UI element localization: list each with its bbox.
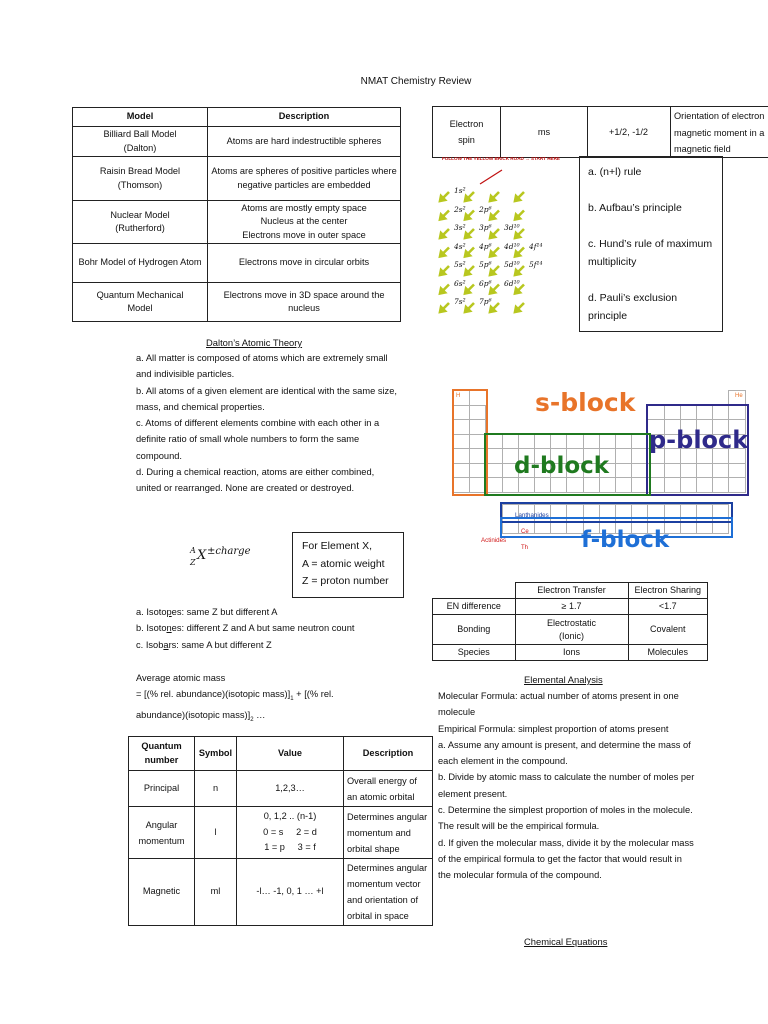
actinides-label: Actinides <box>481 537 507 544</box>
spin-table <box>432 106 768 158</box>
element-box-title: For Element X, <box>302 540 373 552</box>
start-arrow <box>480 170 502 184</box>
table-header: Description <box>344 737 433 771</box>
dalton-point: a. All matter is composed of atoms which are extremely small and indivisible particles. <box>136 353 388 380</box>
formula-sub: 2 <box>250 717 254 724</box>
models-header-model: Model <box>73 108 208 127</box>
dalton-point: b. All atoms of a given element are identical with the same size, mass, and chemical properties. <box>136 385 397 412</box>
orbital-label: 2s² <box>454 204 466 214</box>
average-mass-title: Average atomic mass <box>136 673 226 683</box>
elemental-line: Empirical Formula: simplest proportion of atoms present <box>438 723 669 734</box>
rule-item: c. Hund’s rule of maximum multiplicity <box>588 238 713 268</box>
isotope-pre: a. Isoto <box>136 607 167 617</box>
he-label: He <box>735 393 743 399</box>
aufbau-diagram <box>432 156 578 342</box>
table-cell: Electron Sharing <box>628 583 708 599</box>
notation-Z: Z <box>190 558 196 567</box>
formula-part: abundance)(isotopic mass)] <box>136 710 251 721</box>
chemical-equations-title: Chemical Equations <box>524 936 608 947</box>
average-mass-formula <box>136 686 426 707</box>
elemental-body <box>438 688 696 884</box>
spin-value: +1/2, -1/2 <box>587 107 671 157</box>
table-cell: Covalent <box>628 615 708 645</box>
elemental-line: d. If given the molecular mass, divide it by the molecular mass of the empirical formula to get the factor that would result in the molecular formula of the compound. <box>438 837 694 881</box>
elemental-title: Elemental Analysis <box>524 674 603 685</box>
rule-item: b. Aufbau’s principle <box>588 202 682 214</box>
list-item <box>136 637 426 653</box>
dalton-point: c. Atoms of different elements combine with each other in a definite ratio of small whole numbers to form the same compound. <box>136 418 380 461</box>
h-label: H <box>456 393 461 399</box>
table-cell: Nuclear Model (Rutherford) <box>73 201 208 244</box>
aufbau-road-label: FOLLOW THE YELLOW BRICK ROAD → START HERE <box>442 156 560 161</box>
average-mass-formula-cont <box>136 707 426 728</box>
notation-A: A <box>190 546 196 555</box>
table-cell: EN difference <box>433 599 516 615</box>
table-cell: Atoms are mostly empty space Nucleus at the center Electrons move in outer space <box>208 201 401 244</box>
table-cell: Determines angular momentum and orbital shape <box>344 807 433 859</box>
isotope-u: p <box>166 607 172 617</box>
table-cell: n <box>195 771 237 807</box>
table-header: Symbol <box>195 737 237 771</box>
isotope-notation <box>190 546 270 574</box>
table-cell: ≥ 1.7 <box>515 599 628 615</box>
rule-item: d. Pauli’s exclusion principle <box>588 292 678 322</box>
orbital-label: 5p⁶ <box>479 260 492 269</box>
table-cell: Quantum Mechanical Model <box>73 283 208 322</box>
orbital-label: 3s² <box>454 223 466 232</box>
average-mass <box>136 670 426 729</box>
orbital-label: 4s² <box>454 241 466 251</box>
table-cell: Billiard Ball Model (Dalton) <box>73 127 208 157</box>
table-cell: Atoms are spheres of positive particles where negative particles are embedded <box>208 157 401 201</box>
element-box <box>292 532 404 598</box>
table-header: Quantum number <box>129 737 195 771</box>
formula-sub: 1 <box>290 696 294 703</box>
dalton-title: Dalton’s Atomic Theory <box>206 337 303 348</box>
table-cell: Atoms are hard indestructible spheres <box>208 127 401 157</box>
isotope-post: es: same Z but different A <box>171 607 278 617</box>
block-outline <box>452 389 488 496</box>
table-cell: Electrons move in circular orbits <box>208 244 401 283</box>
formula-part: = [(% rel. abundance)(isotopic mass)] <box>136 689 291 700</box>
orbital-label: 3p⁶ <box>479 223 492 232</box>
table-cell: Electrostatic (Ionic) <box>515 615 628 645</box>
orbital-label: 3d¹⁰ <box>504 223 520 232</box>
table-cell: Bohr Model of Hydrogen Atom <box>73 244 208 283</box>
table-header: Value <box>237 737 344 771</box>
table-cell: Principal <box>129 771 195 807</box>
table-cell <box>433 583 516 599</box>
periodic-table-blocks <box>451 388 749 568</box>
lanthanides-label: Lanthanides <box>515 512 549 519</box>
orbital-label: 4f¹⁴ <box>529 241 543 251</box>
elemental-line: b. Divide by atomic mass to calculate the number of moles per element present. <box>438 772 695 799</box>
table-cell: l <box>195 807 237 859</box>
notation-X: X <box>197 548 207 563</box>
table-cell: Raisin Bread Model (Thomson) <box>73 157 208 201</box>
element-box-z: Z = proton number <box>302 575 389 587</box>
table-cell: Magnetic <box>129 859 195 926</box>
orbital-label: 4d¹⁰ <box>504 241 520 251</box>
table-cell: -l… -1, 0, 1 … +l <box>237 859 344 926</box>
elemental-line: Molecular Formula: actual number of atoms present in one molecule <box>438 691 679 718</box>
table-cell: Bonding <box>433 615 516 645</box>
orbital-label: 7s² <box>454 297 466 306</box>
table-cell: Molecules <box>628 645 708 661</box>
table-cell: Overall energy of an atomic orbital <box>344 771 433 807</box>
d-block-label: d-block <box>514 453 610 479</box>
models-header-description: Description <box>208 108 401 127</box>
isotope-post: es: different Z and A but same neutron count <box>171 623 355 634</box>
spin-symbol <box>501 107 588 157</box>
table-cell: Species <box>433 645 516 661</box>
rules-box <box>579 156 723 332</box>
page-title: NMAT Chemistry Review <box>360 76 472 87</box>
notation-charge: ±charge <box>207 546 251 557</box>
dalton-point: d. During a chemical reaction, atoms are either combined, united or rearranged. None are created or destroyed. <box>136 467 375 494</box>
formula-part: … <box>253 710 266 721</box>
rule-item: a. (n+l) rule <box>588 166 642 178</box>
orbital-label: 6s² <box>454 278 466 288</box>
formula-part: + [(% rel. <box>293 689 334 700</box>
isotope-post: rs: same A but different Z <box>168 639 272 650</box>
th-label: Th <box>521 545 529 551</box>
elemental-line: c. Determine the simplest proportion of moles in the molecule. The result will be the empirical formula. <box>438 805 693 832</box>
orbital-label: 6p⁶ <box>479 278 492 288</box>
orbital-label: 2p⁶ <box>479 204 492 214</box>
quantum-numbers-table <box>128 736 433 926</box>
table-cell: Angular momentum <box>129 807 195 859</box>
p-block-label: p-block <box>649 426 749 454</box>
spin-symbol-text: ms <box>537 127 551 137</box>
s-block-label: s-block <box>535 388 636 417</box>
isotope-pre: c. Isob <box>136 639 164 650</box>
table-cell: 0, 1,2 .. (n-1) 0 = s 2 = d 1 = p 3 = f <box>237 807 344 859</box>
list-item <box>136 604 426 620</box>
orbital-label: 5f¹⁴ <box>529 260 543 269</box>
table-cell: Electron Transfer <box>515 583 628 599</box>
orbital-label: 7p⁶ <box>479 297 492 306</box>
table-cell: Determines angular momentum vector and orientation of orbital in space <box>344 859 433 926</box>
element-box-a: A = atomic weight <box>302 557 385 570</box>
dalton-points <box>136 350 402 497</box>
spin-label: Electron spin <box>433 107 501 157</box>
orbital-label: 4p⁶ <box>479 241 492 251</box>
table-cell: 1,2,3… <box>237 771 344 807</box>
orbital-label: 6d¹⁰ <box>504 278 520 288</box>
orbital-label: 5d¹⁰ <box>504 260 520 269</box>
orbital-label: 1s² <box>454 186 466 195</box>
atomic-models-table <box>72 107 401 322</box>
f-block-label: f-block <box>581 527 670 553</box>
isotope-list <box>136 604 426 653</box>
spin-description: Orientation of electron magnetic moment in a magnetic field <box>674 111 765 154</box>
table-cell: Electrons move in 3D space around the nucleus <box>208 283 401 322</box>
orbital-label: 5s² <box>454 260 466 269</box>
table-cell: ml <box>195 859 237 926</box>
isotope-pre: b. Isoto <box>136 623 167 634</box>
isotope-u: n <box>166 623 172 634</box>
ce-label: Ce <box>521 529 529 535</box>
isotope-u: a <box>163 639 169 650</box>
table-cell: <1.7 <box>628 599 708 615</box>
list-item <box>136 620 426 636</box>
table-cell: Ions <box>515 645 628 661</box>
bond-table <box>432 582 708 661</box>
elemental-line: a. Assume any amount is present, and determine the mass of each element in the compound. <box>438 739 691 767</box>
